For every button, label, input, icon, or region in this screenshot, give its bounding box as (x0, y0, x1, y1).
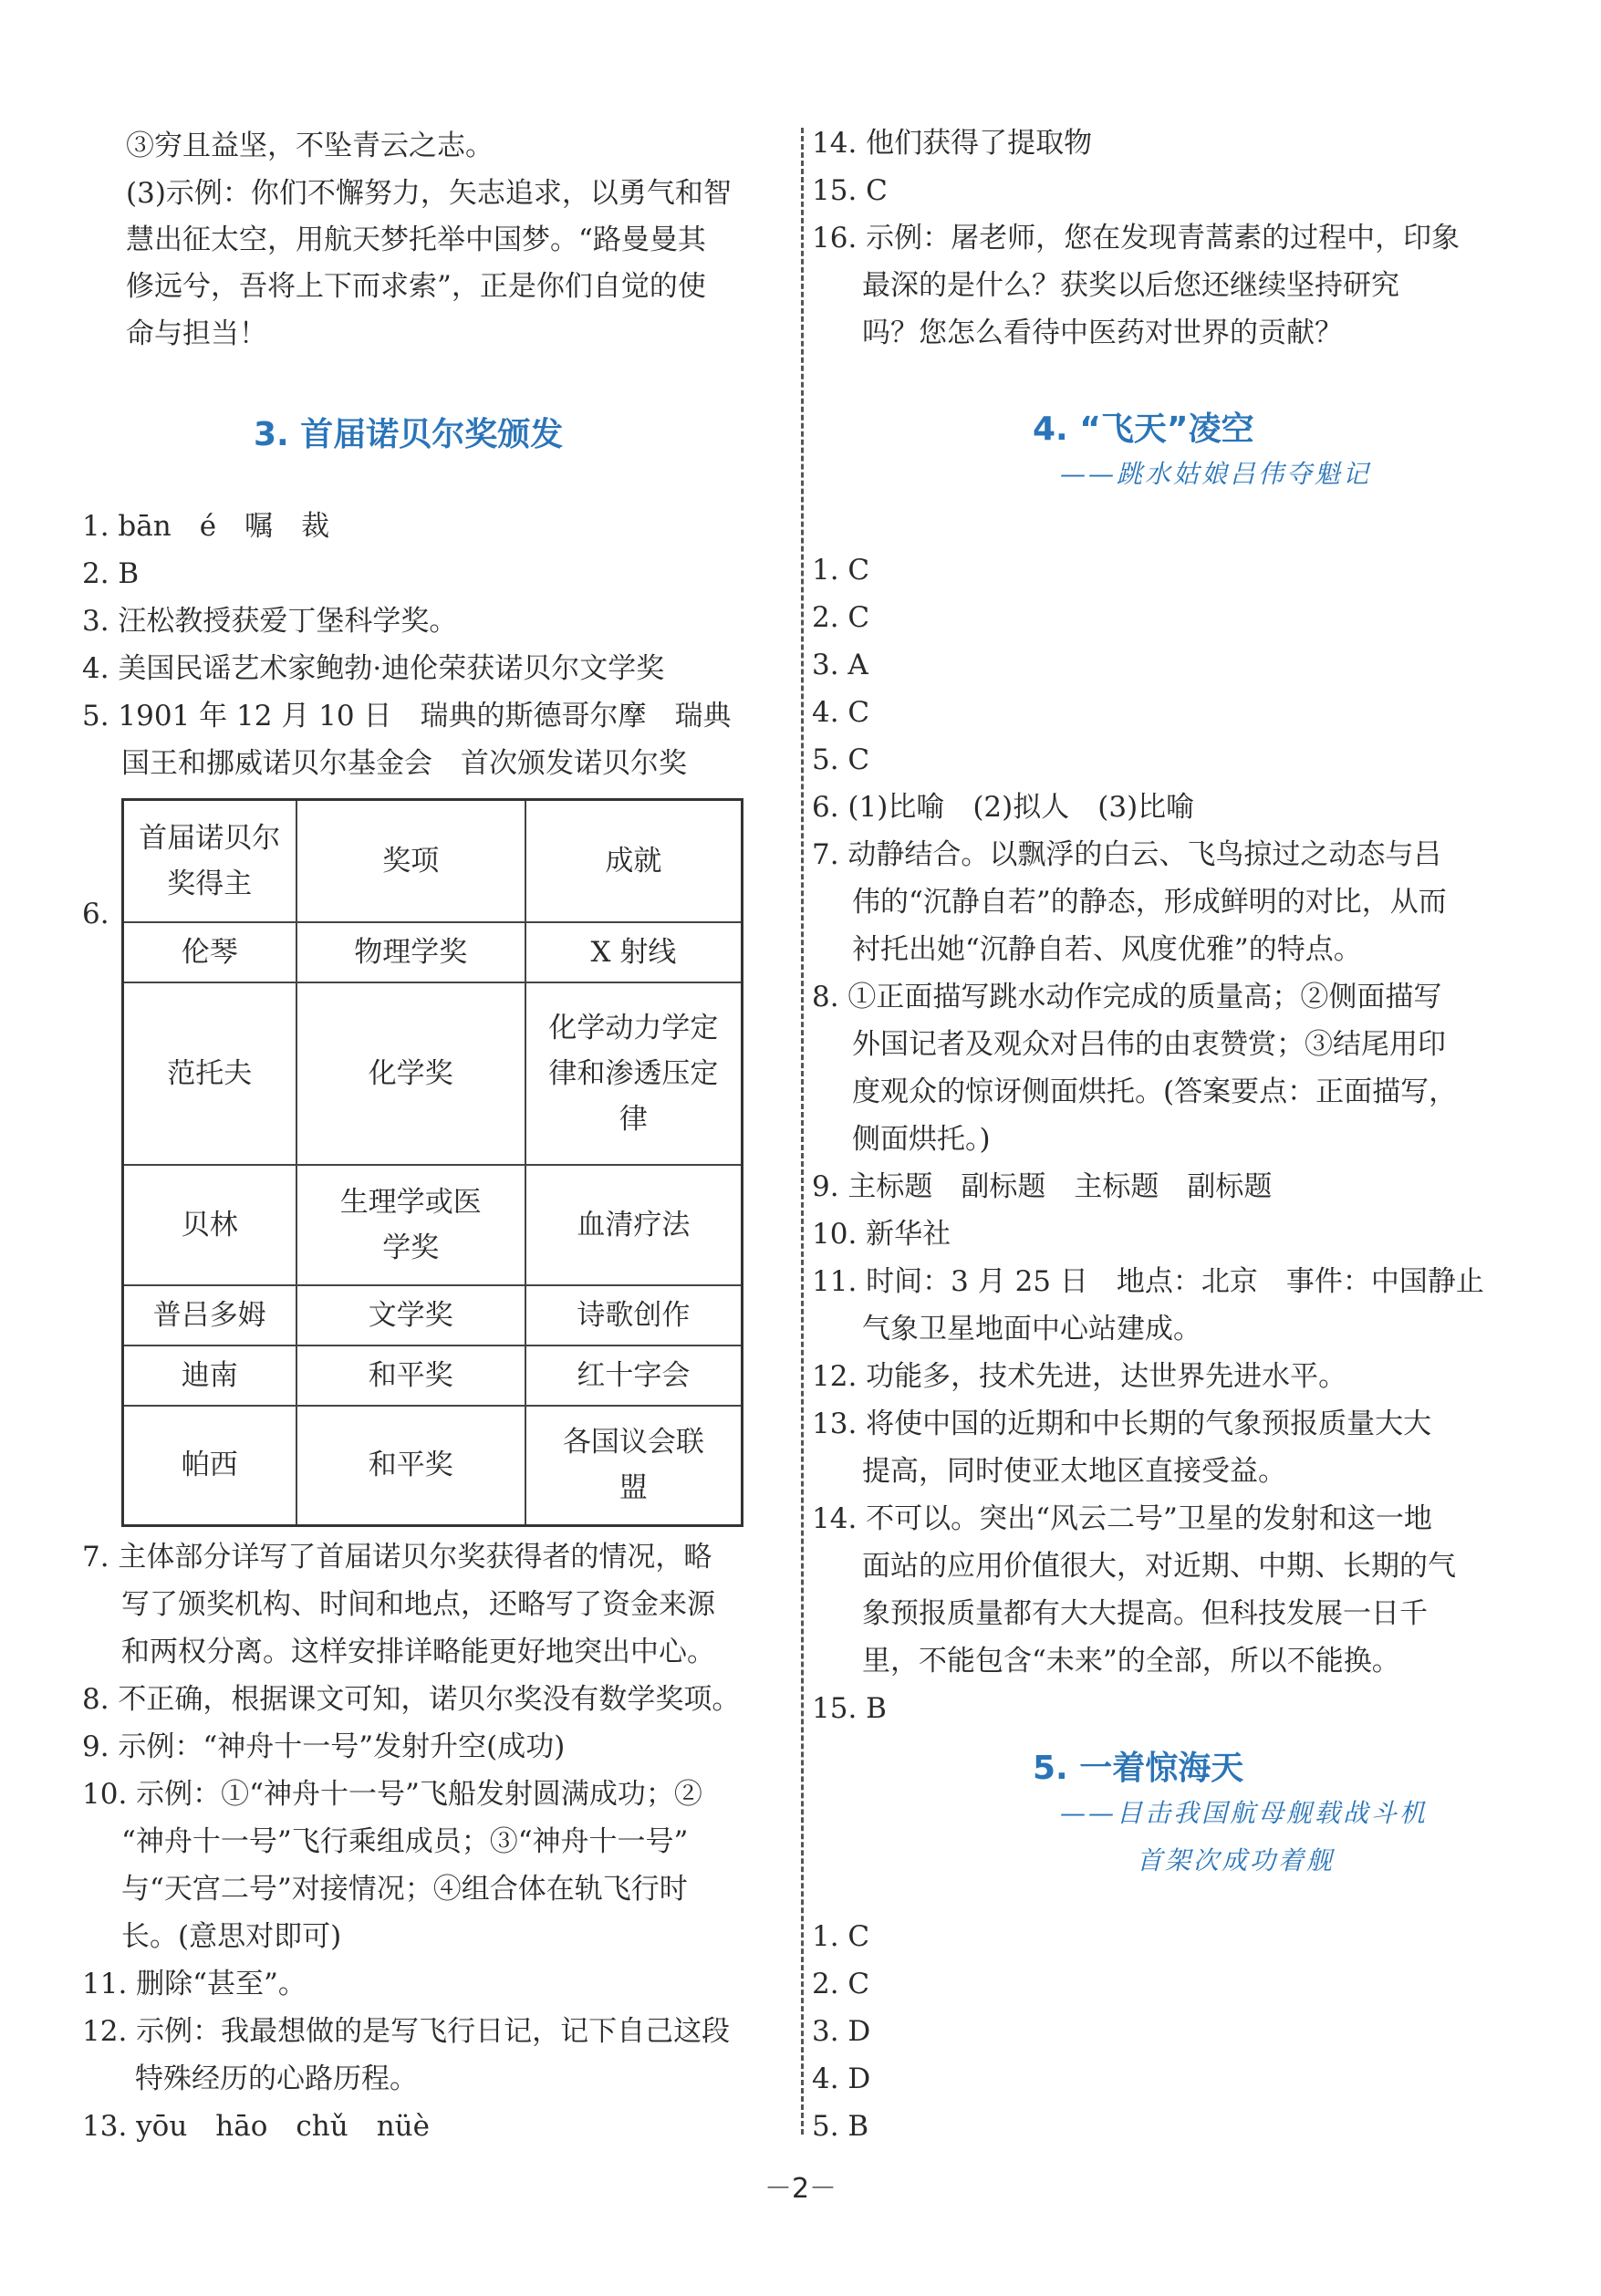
answer-line: 5. C (812, 743, 870, 776)
table-cell: X 射线 (525, 922, 743, 982)
table-row (123, 1406, 743, 1526)
answer-line: 8. 不正确，根据课文可知，诺贝尔奖没有数学奖项。 (82, 1683, 741, 1716)
answer-line: 1. C (812, 554, 870, 587)
answer-line: 长。(意思对即可) (121, 1920, 342, 1953)
table-cell: 和平奖 (296, 1406, 525, 1526)
table-cell: 各国议会联盟 (525, 1406, 743, 1526)
answer-line: 12. 功能多，技术先进，达世界先进水平。 (812, 1360, 1347, 1393)
table-cell: 红十字会 (525, 1345, 743, 1406)
text-line: 命与担当！ (126, 317, 267, 350)
answer-line: 15. C (812, 174, 888, 207)
answer-line: 侧面烘托。) (852, 1123, 991, 1156)
table-row (123, 1285, 743, 1345)
table-row (123, 1165, 743, 1285)
table-cell: 范托夫 (123, 982, 296, 1165)
answer-line: 里，不能包含“未来”的全部，所以不能换。 (862, 1645, 1400, 1678)
answer-line: 伟的“沉静自若”的静态，形成鲜明的对比，从而 (852, 886, 1447, 919)
section-4-subtitle: ——跳水姑娘吕伟夺魁记 (1060, 459, 1372, 489)
table-cell: 诗歌创作 (525, 1285, 743, 1345)
text-line: ③穷且益坚，不坠青云之志。 (126, 130, 494, 162)
section-3-title: 3. 首届诺贝尔奖颁发 (254, 416, 564, 453)
table-cell: 普吕多姆 (123, 1285, 296, 1345)
answer-line: “神舟十一号”飞行乘组成员；③“神舟十一号” (121, 1825, 689, 1858)
answer-line: 16. 示例：屠老师，您在发现青蒿素的过程中，印象 (812, 222, 1461, 255)
answer-line: 15. B (812, 1692, 887, 1725)
table-cell: 贝林 (123, 1165, 296, 1285)
answer-line: 4. C (812, 696, 870, 729)
table-header-cell: 首届诺贝尔奖得主 (123, 800, 296, 922)
answer-line: 5. 1901 年 12 月 10 日 瑞典的斯德哥尔摩 瑞典 (82, 700, 732, 732)
table-cell: 化学动力学定律和渗透压定律 (525, 982, 743, 1165)
answer-line: 14. 他们获得了提取物 (812, 127, 1093, 160)
answer-line: 2. C (812, 601, 870, 634)
text-line: 修远兮，吾将上下而求索”，正是你们自觉的使 (126, 270, 706, 303)
section-4-title: 4. “飞天”凌空 (1033, 410, 1254, 448)
answer-line: 2. C (812, 1968, 870, 2000)
table-cell: 迪南 (123, 1345, 296, 1406)
page-number: －2－ (764, 2173, 837, 2205)
answer-line: 1. bān é 嘱 裁 (82, 510, 330, 543)
table-header-cell: 成就 (525, 800, 743, 922)
answer-line: 6. (1)比喻 (2)拟人 (3)比喻 (812, 791, 1195, 824)
answer-line: 7. 动静结合。以飘浮的白云、飞鸟掠过之动态与吕 (812, 838, 1442, 871)
answer-line: 10. 新华社 (812, 1218, 951, 1251)
answer-line: 10. 示例：①“神舟十一号”飞船发射圆满成功；② (82, 1778, 702, 1811)
answer-line: 和两权分离。这样安排详略能更好地突出中心。 (121, 1636, 715, 1668)
answer-line: 9. 主标题 副标题 主标题 副标题 (812, 1170, 1273, 1203)
answer-line: 衬托出她“沉静自若、风度优雅”的特点。 (852, 933, 1362, 966)
answer-line: 14. 不可以。突出“风云二号”卫星的发射和这一地 (812, 1502, 1432, 1535)
answer-line: 象预报质量都有大大提高。但科技发展一日千 (862, 1597, 1428, 1630)
answer-line: 3. 汪松教授获爱丁堡科学奖。 (82, 605, 458, 638)
table-cell: 伦琴 (123, 922, 296, 982)
answer-line: 9. 示例：“神舟十一号”发射升空(成功) (82, 1730, 566, 1763)
answer-line: 7. 主体部分详写了首届诺贝尔奖获得者的情况，略 (82, 1541, 712, 1574)
table-cell: 帕西 (123, 1406, 296, 1526)
answer-line: 13. yōu hāo chǔ nüè (82, 2110, 430, 2143)
answer-line: 11. 时间：3 月 25 日 地点：北京 事件：中国静止 (812, 1265, 1484, 1298)
nobel-laureates-table (121, 798, 743, 1527)
section-5-subtitle-line1: ——目击我国航母舰载战斗机 (1060, 1798, 1429, 1828)
section-5-title: 5. 一着惊海天 (1033, 1750, 1244, 1787)
answer-line: 3. D (812, 2015, 871, 2048)
answer-line: 特殊经历的心路历程。 (135, 2062, 418, 2095)
answer-line: 8. ①正面描写跳水动作完成的质量高；②侧面描写 (812, 981, 1442, 1013)
table-question-number: 6. (82, 898, 109, 930)
answer-line: 最深的是什么？获奖以后您还继续坚持研究 (862, 269, 1399, 302)
answer-line: 12. 示例：我最想做的是写飞行日记，记下自己这段 (82, 2015, 731, 2048)
answer-line: 吗？您怎么看待中医药对世界的贡献？ (862, 317, 1343, 349)
table-row (123, 982, 743, 1165)
answer-line: 11. 删除“甚至”。 (82, 1968, 307, 2000)
table-cell: 生理学或医学奖 (296, 1165, 525, 1285)
text-line: (3)示例：你们不懈努力，矢志追求，以勇气和智 (126, 177, 732, 210)
answer-line: 写了颁奖机构、时间和地点，还略写了资金来源 (121, 1588, 715, 1621)
column-divider (801, 128, 804, 2135)
table-cell: 文学奖 (296, 1285, 525, 1345)
table-cell: 和平奖 (296, 1345, 525, 1406)
answer-line: 13. 将使中国的近期和中长期的气象预报质量大大 (812, 1408, 1432, 1440)
answer-line: 面站的应用价值很大，对近期、中期、长期的气 (862, 1550, 1456, 1583)
answer-line: 外国记者及观众对吕伟的由衷赞赏；③结尾用印 (852, 1028, 1446, 1061)
answer-line: 4. 美国民谣艺术家鲍勃·迪伦荣获诺贝尔文学奖 (82, 652, 665, 685)
table-cell: 物理学奖 (296, 922, 525, 982)
table-row (123, 1345, 743, 1406)
answer-line: 国王和挪威诺贝尔基金会 首次颁发诺贝尔奖 (121, 747, 687, 780)
table-cell: 血清疗法 (525, 1165, 743, 1285)
table-cell: 化学奖 (296, 982, 525, 1165)
text-line: 慧出征太空，用航天梦托举中国梦。“路曼曼其 (126, 223, 706, 256)
table-row (123, 922, 743, 982)
table-header-row (123, 800, 743, 922)
answer-line: 5. B (812, 2110, 869, 2143)
answer-line: 4. D (812, 2062, 871, 2095)
answer-line: 2. B (82, 557, 140, 590)
answer-line: 度观众的惊讶侧面烘托。(答案要点：正面描写， (852, 1075, 1458, 1108)
answer-line: 气象卫星地面中心站建成。 (862, 1313, 1201, 1345)
answer-line: 与“天宫二号”对接情况；④组合体在轨飞行时 (121, 1873, 688, 1906)
answer-line: 3. A (812, 649, 868, 681)
table-header-cell: 奖项 (296, 800, 525, 922)
section-5-subtitle-line2: 首架次成功着舰 (1137, 1845, 1336, 1875)
answer-line: 1. C (812, 1920, 870, 1953)
answer-line: 提高，同时使亚太地区直接受益。 (862, 1455, 1286, 1488)
